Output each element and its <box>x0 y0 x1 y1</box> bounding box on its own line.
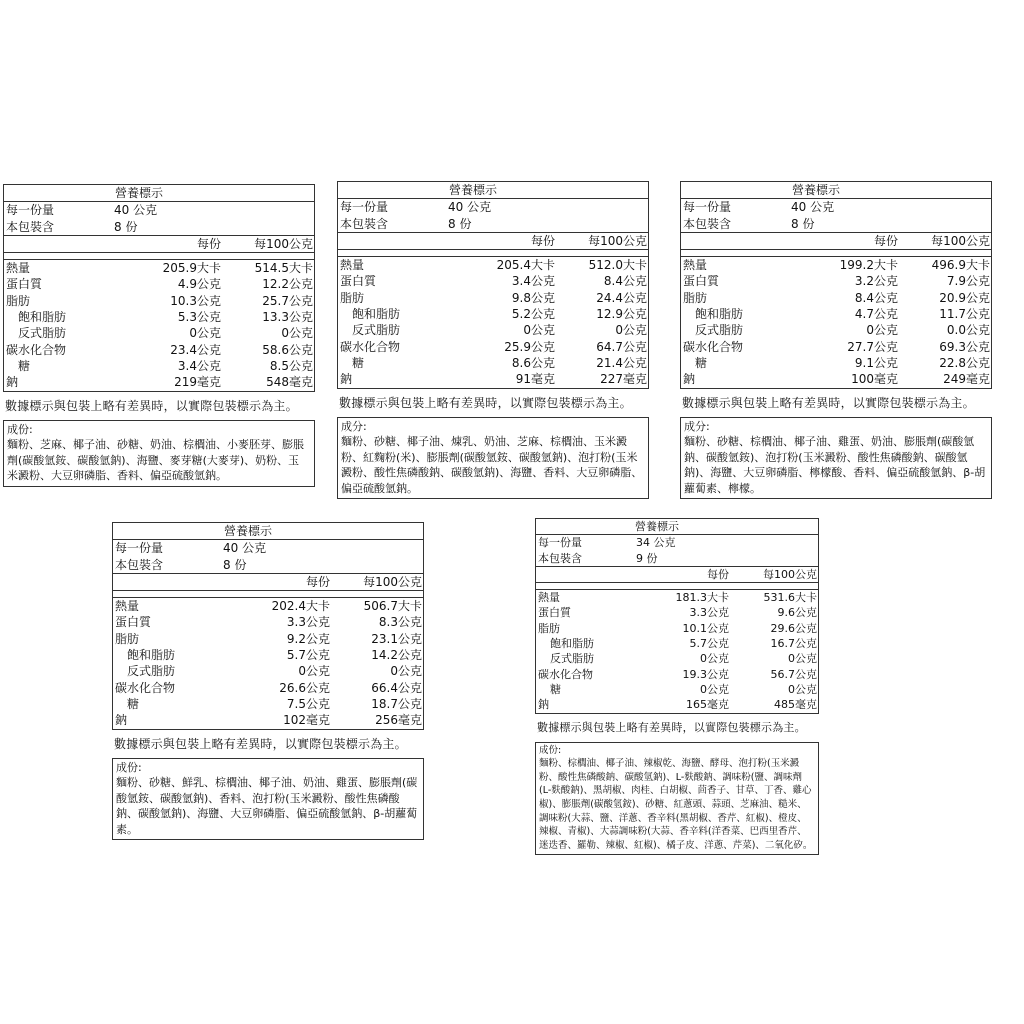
nutrient-row <box>536 589 818 605</box>
per-100g-value: 23.1公克 <box>371 631 422 646</box>
per-100g-value: 56.7公克 <box>770 667 817 681</box>
nutrient-name: 蛋白質 <box>6 277 43 292</box>
per-serving-value: 10.3公克 <box>170 293 221 308</box>
nutrient-row <box>536 697 818 712</box>
per-100g-value: 22.8公克 <box>939 355 990 370</box>
ingredients-label: 成份: <box>116 760 142 774</box>
nutrition-title <box>681 182 991 199</box>
servings-value: 8 份 <box>114 219 138 234</box>
per-serving-header: 每份 <box>196 236 221 251</box>
servings-label: 本包裝含 <box>683 216 732 231</box>
per-100g-value: 485毫克 <box>774 698 817 712</box>
nutrient-rows <box>4 253 314 390</box>
per-serving-value: 25.9公克 <box>504 339 555 354</box>
ingredients-box <box>680 417 992 500</box>
per-serving-value: 202.4大卡 <box>271 599 330 614</box>
nutrient-name: 反式脂肪 <box>550 652 594 666</box>
per-100g-value: 506.7大卡 <box>363 599 422 614</box>
nutrition-panel <box>535 518 819 855</box>
nutrient-row <box>4 374 314 390</box>
column-header-row <box>4 236 314 253</box>
nutrient-name: 熱量 <box>340 258 365 273</box>
per-100g-header: 每100公克 <box>363 574 422 589</box>
ingredients-text: 麵粉、芝麻、椰子油、砂糖、奶油、棕櫚油、小麥胚芽、膨脹劑(碳酸氫銨、碳酸氫鈉)、海鹽、麥芽糖(大麥芽)、奶粉、玉米澱粉、大豆卵磷脂、香料、偏亞硫酸氫鈉。 <box>7 438 304 483</box>
title-text: 營養標示 <box>791 183 840 197</box>
nutrient-row <box>113 663 423 679</box>
per-100g-value: 8.5公克 <box>269 358 313 373</box>
column-header-row <box>113 574 423 591</box>
per-serving-value: 9.2公克 <box>286 631 330 646</box>
column-header-row <box>681 233 991 250</box>
serving-size-row <box>338 199 648 215</box>
per-100g-value: 531.6大卡 <box>763 591 817 605</box>
nutrient-name: 碳水化合物 <box>6 342 67 357</box>
nutrition-panel <box>112 522 424 840</box>
per-serving-header: 每份 <box>707 567 729 581</box>
ingredients-box <box>3 420 315 487</box>
per-serving-value: 219毫克 <box>174 375 221 390</box>
nutrient-name: 鈉 <box>538 698 549 712</box>
nutrient-row <box>338 355 648 371</box>
nutrient-row <box>113 614 423 630</box>
ingredients-text: 麵粉、棕櫚油、椰子油、辣椒乾、海鹽、酵母、泡打粉(玉米澱粉、酸性焦磷酸鈉、碳酸氫鈉)、L-麩酸鈉、調味粉(鹽、調味劑(L-麩酸鈉)、黑胡椒、肉桂、白胡椒、茴香子、甘草、丁香、雞心椒)、膨脹劑(碳酸氫銨)、砂糖、紅蔥頭、蒜頭、芝麻油、糙米、調味粉(大蒜、鹽、洋蔥、香辛料(黑胡椒、香芹、紅椒)、橙皮、辣椒、青椒)、大蒜調味粉(大蒜、香辛料(洋香菜、巴西里香芹、迷迭香、羅勒、辣椒、紅椒)、橘子皮、洋蔥、芹菜)、二氧化矽。 <box>539 758 813 851</box>
servings-label: 本包裝含 <box>340 216 389 231</box>
nutrient-row <box>338 371 648 387</box>
per-100g-value: 11.7公克 <box>939 307 990 322</box>
nutrient-row <box>113 597 423 614</box>
serving-size-value: 40 公克 <box>114 203 158 218</box>
nutrient-name: 反式脂肪 <box>695 323 744 338</box>
nutrient-name: 鈉 <box>683 372 696 387</box>
nutrition-table <box>535 518 819 714</box>
nutrient-name: 脂肪 <box>115 631 140 646</box>
nutrient-row <box>536 605 818 620</box>
nutrient-name: 飽和脂肪 <box>127 648 176 663</box>
title-text: 營養標示 <box>635 520 679 533</box>
nutrient-name: 飽和脂肪 <box>695 307 744 322</box>
nutrient-name: 糖 <box>550 682 561 696</box>
disclaimer-note: 數據標示與包裝上略有差異時，以實際包裝標示為主。 <box>5 398 298 413</box>
per-serving-value: 91毫克 <box>515 372 555 387</box>
nutrient-name: 熱量 <box>683 258 708 273</box>
per-serving-value: 0公克 <box>866 323 898 338</box>
nutrient-rows <box>681 250 991 387</box>
title-text: 營養標示 <box>223 524 272 538</box>
ingredients-label: 成份: <box>539 744 562 756</box>
nutrient-name: 糖 <box>352 355 365 370</box>
per-serving-value: 8.4公克 <box>854 290 898 305</box>
per-100g-value: 0公克 <box>615 323 647 338</box>
nutrient-name: 鈉 <box>115 713 128 728</box>
per-100g-value: 12.9公克 <box>596 307 647 322</box>
per-serving-header: 每份 <box>530 233 555 248</box>
per-100g-value: 18.7公克 <box>371 696 422 711</box>
per-serving-value: 3.4公克 <box>177 358 221 373</box>
per-serving-value: 27.7公克 <box>847 339 898 354</box>
per-serving-value: 3.4公克 <box>511 274 555 289</box>
per-serving-value: 4.7公克 <box>854 307 898 322</box>
nutrient-row <box>681 273 991 289</box>
nutrition-title <box>338 182 648 199</box>
nutrient-name: 飽和脂肪 <box>352 307 401 322</box>
per-100g-value: 496.9大卡 <box>931 258 990 273</box>
nutrient-row <box>4 293 314 309</box>
nutrient-row <box>536 651 818 666</box>
nutrient-name: 鈉 <box>6 375 19 390</box>
servings-label: 本包裝含 <box>115 557 164 572</box>
nutrient-row <box>4 309 314 325</box>
nutrition-title <box>113 523 423 540</box>
per-100g-value: 249毫克 <box>943 372 990 387</box>
per-100g-value: 514.5大卡 <box>254 261 313 276</box>
nutrient-name: 糖 <box>695 355 708 370</box>
per-serving-value: 19.3公克 <box>682 667 729 681</box>
title-text: 營養標示 <box>448 183 497 197</box>
per-serving-value: 9.8公克 <box>511 290 555 305</box>
per-100g-value: 0公克 <box>788 682 817 696</box>
per-serving-header: 每份 <box>305 574 330 589</box>
per-100g-value: 64.7公克 <box>596 339 647 354</box>
nutrient-name: 脂肪 <box>6 293 31 308</box>
nutrition-table <box>337 181 649 389</box>
ingredients-box <box>112 758 424 841</box>
nutrition-title <box>536 519 818 535</box>
per-100g-value: 25.7公克 <box>262 293 313 308</box>
per-100g-value: 548毫克 <box>266 375 313 390</box>
nutrient-name: 糖 <box>18 358 31 373</box>
per-100g-value: 9.6公克 <box>777 606 817 620</box>
ingredients-text: 麵粉、砂糖、棕櫚油、椰子油、雞蛋、奶油、膨脹劑(碳酸氫鈉、碳酸氫銨)、泡打粉(玉米澱粉、酸性焦磷酸鈉、碳酸氫鈉)、海鹽、大豆卵磷脂、檸檬酸、香料、偏亞硫酸氫鈉、β-胡蘿蔔素、檸檬。 <box>684 435 986 495</box>
per-100g-value: 12.2公克 <box>262 277 313 292</box>
per-serving-value: 165毫克 <box>686 698 729 712</box>
per-100g-value: 512.0大卡 <box>588 258 647 273</box>
per-100g-value: 0公克 <box>281 326 313 341</box>
per-serving-value: 100毫克 <box>851 372 898 387</box>
per-100g-value: 14.2公克 <box>371 648 422 663</box>
per-serving-value: 0公克 <box>523 323 555 338</box>
per-serving-value: 5.7公克 <box>689 637 729 651</box>
nutrient-row <box>681 339 991 355</box>
nutrient-row <box>338 290 648 306</box>
per-100g-value: 16.7公克 <box>770 637 817 651</box>
nutrient-row <box>113 631 423 647</box>
nutrition-panel <box>3 184 315 487</box>
nutrient-name: 碳水化合物 <box>115 680 176 695</box>
nutrient-name: 碳水化合物 <box>340 339 401 354</box>
per-100g-header: 每100公克 <box>763 567 817 581</box>
column-header-row <box>338 233 648 250</box>
per-serving-value: 5.2公克 <box>511 307 555 322</box>
nutrient-row <box>536 682 818 697</box>
nutrient-name: 反式脂肪 <box>127 664 176 679</box>
nutrient-rows <box>536 583 818 712</box>
nutrient-row <box>681 371 991 387</box>
per-serving-value: 9.1公克 <box>854 355 898 370</box>
serving-size-value: 40 公克 <box>223 541 267 556</box>
nutrient-row <box>4 358 314 374</box>
per-serving-value: 10.1公克 <box>682 621 729 635</box>
serving-size-label: 每一份量 <box>115 541 164 556</box>
per-100g-header: 每100公克 <box>588 233 647 248</box>
ingredients-label: 成分: <box>684 419 710 433</box>
servings-per-package-row <box>536 551 818 567</box>
nutrient-row <box>338 256 648 273</box>
disclaimer-note: 數據標示與包裝上略有差異時，以實際包裝標示為主。 <box>339 395 632 410</box>
per-serving-value: 0公克 <box>700 682 729 696</box>
nutrient-row <box>338 339 648 355</box>
nutrient-row <box>113 696 423 712</box>
nutrient-row <box>681 322 991 338</box>
serving-size-label: 每一份量 <box>538 536 582 550</box>
ingredients-box <box>535 742 819 856</box>
nutrition-title <box>4 185 314 202</box>
nutrition-table <box>680 181 992 389</box>
per-100g-value: 20.9公克 <box>939 290 990 305</box>
per-serving-value: 205.9大卡 <box>162 261 221 276</box>
nutrient-name: 脂肪 <box>340 290 365 305</box>
per-serving-value: 4.9公克 <box>177 277 221 292</box>
nutrient-name: 飽和脂肪 <box>550 637 594 651</box>
serving-size-value: 40 公克 <box>448 200 492 215</box>
nutrient-row <box>681 306 991 322</box>
per-100g-value: 8.4公克 <box>603 274 647 289</box>
per-100g-value: 8.3公克 <box>378 615 422 630</box>
servings-per-package-row <box>113 557 423 574</box>
per-100g-value: 13.3公克 <box>262 310 313 325</box>
servings-per-package-row <box>4 219 314 236</box>
serving-size-label: 每一份量 <box>683 200 732 215</box>
nutrient-name: 碳水化合物 <box>538 667 593 681</box>
per-100g-value: 24.4公克 <box>596 290 647 305</box>
per-100g-value: 7.9公克 <box>946 274 990 289</box>
servings-value: 8 份 <box>448 216 472 231</box>
per-serving-value: 23.4公克 <box>170 342 221 357</box>
nutrient-name: 反式脂肪 <box>352 323 401 338</box>
per-serving-value: 8.6公克 <box>511 355 555 370</box>
nutrient-row <box>4 276 314 292</box>
per-100g-value: 21.4公克 <box>596 355 647 370</box>
nutrient-row <box>338 273 648 289</box>
per-100g-header: 每100公克 <box>931 233 990 248</box>
per-serving-value: 3.3公克 <box>689 606 729 620</box>
nutrient-name: 蛋白質 <box>683 274 720 289</box>
nutrient-row <box>681 256 991 273</box>
nutrient-row <box>113 647 423 663</box>
per-100g-value: 0.0公克 <box>946 323 990 338</box>
per-100g-value: 58.6公克 <box>262 342 313 357</box>
per-serving-value: 3.2公克 <box>854 274 898 289</box>
nutrient-row <box>113 712 423 728</box>
nutrient-name: 蛋白質 <box>538 606 571 620</box>
per-serving-header: 每份 <box>873 233 898 248</box>
nutrient-row <box>681 290 991 306</box>
ingredients-text: 麵粉、砂糖、鮮乳、棕櫚油、椰子油、奶油、雞蛋、膨脹劑(碳酸氫銨、碳酸氫鈉)、香料、泡打粉(玉米澱粉、酸性焦磷酸鈉、碳酸氫鈉)、海鹽、大豆卵磷脂、偏亞硫酸氫鈉、β-胡蘿蔔素。 <box>116 776 418 836</box>
per-100g-value: 66.4公克 <box>371 680 422 695</box>
nutrient-name: 熱量 <box>115 599 140 614</box>
nutrient-name: 蛋白質 <box>340 274 377 289</box>
title-text: 營養標示 <box>114 186 163 200</box>
serving-size-label: 每一份量 <box>6 203 55 218</box>
nutrient-name: 熱量 <box>538 591 560 605</box>
nutrient-row <box>4 342 314 358</box>
per-serving-value: 5.7公克 <box>286 648 330 663</box>
servings-value: 9 份 <box>636 551 658 565</box>
nutrient-row <box>536 621 818 636</box>
nutrient-row <box>4 259 314 276</box>
servings-value: 8 份 <box>791 216 815 231</box>
nutrient-name: 反式脂肪 <box>18 326 67 341</box>
nutrient-rows <box>338 250 648 387</box>
servings-value: 8 份 <box>223 557 247 572</box>
per-serving-value: 199.2大卡 <box>839 258 898 273</box>
nutrient-name: 熱量 <box>6 261 31 276</box>
per-serving-value: 7.5公克 <box>286 696 330 711</box>
nutrition-table <box>3 184 315 392</box>
servings-label: 本包裝含 <box>538 551 582 565</box>
per-100g-value: 69.3公克 <box>939 339 990 354</box>
nutrition-table <box>112 522 424 730</box>
nutrient-row <box>681 355 991 371</box>
nutrient-row <box>338 322 648 338</box>
column-header-row <box>536 567 818 583</box>
ingredients-label: 成分: <box>341 419 367 433</box>
per-100g-value: 256毫克 <box>375 713 422 728</box>
nutrient-row <box>338 306 648 322</box>
per-100g-value: 0公克 <box>788 652 817 666</box>
nutrient-name: 碳水化合物 <box>683 339 744 354</box>
serving-size-value: 40 公克 <box>791 200 835 215</box>
nutrient-row <box>4 325 314 341</box>
nutrient-row <box>113 680 423 696</box>
nutrient-name: 蛋白質 <box>115 615 152 630</box>
servings-per-package-row <box>338 216 648 233</box>
ingredients-text: 麵粉、砂糖、椰子油、煉乳、奶油、芝麻、棕櫚油、玉米澱粉、紅麴粉(米)、膨脹劑(碳酸氫銨、碳酸氫鈉)、泡打粉(玉米澱粉、酸性焦磷酸鈉、碳酸氫鈉)、海鹽、香料、大豆卵磷脂、偏亞硫酸氫鈉。 <box>341 435 643 495</box>
nutrient-row <box>536 636 818 651</box>
nutrient-name: 糖 <box>127 696 140 711</box>
nutrition-panel <box>337 181 649 499</box>
per-100g-value: 29.6公克 <box>770 621 817 635</box>
nutrient-name: 脂肪 <box>683 290 708 305</box>
nutrient-row <box>536 667 818 682</box>
serving-size-label: 每一份量 <box>340 200 389 215</box>
serving-size-row <box>4 202 314 218</box>
per-serving-value: 3.3公克 <box>286 615 330 630</box>
per-serving-value: 102毫克 <box>283 713 330 728</box>
per-serving-value: 181.3大卡 <box>675 591 729 605</box>
per-100g-value: 227毫克 <box>600 372 647 387</box>
nutrient-name: 脂肪 <box>538 621 560 635</box>
per-serving-value: 0公克 <box>189 326 221 341</box>
nutrient-name: 飽和脂肪 <box>18 310 67 325</box>
per-serving-value: 0公克 <box>700 652 729 666</box>
per-serving-value: 26.6公克 <box>279 680 330 695</box>
servings-per-package-row <box>681 216 991 233</box>
per-serving-value: 5.3公克 <box>177 310 221 325</box>
per-100g-value: 0公克 <box>390 664 422 679</box>
disclaimer-note: 數據標示與包裝上略有差異時，以實際包裝標示為主。 <box>114 736 407 751</box>
per-100g-header: 每100公克 <box>254 236 313 251</box>
serving-size-row <box>536 535 818 550</box>
per-serving-value: 205.4大卡 <box>496 258 555 273</box>
nutrient-rows <box>113 591 423 728</box>
per-serving-value: 0公克 <box>298 664 330 679</box>
ingredients-box <box>337 417 649 500</box>
disclaimer-note: 數據標示與包裝上略有差異時，以實際包裝標示為主。 <box>682 395 975 410</box>
nutrition-panel <box>680 181 992 499</box>
serving-size-row <box>681 199 991 215</box>
disclaimer-note: 數據標示與包裝上略有差異時，以實際包裝標示為主。 <box>537 720 806 734</box>
serving-size-row <box>113 540 423 556</box>
nutrient-name: 鈉 <box>340 372 353 387</box>
servings-label: 本包裝含 <box>6 219 55 234</box>
ingredients-label: 成份: <box>7 422 33 436</box>
serving-size-value: 34 公克 <box>636 536 676 550</box>
